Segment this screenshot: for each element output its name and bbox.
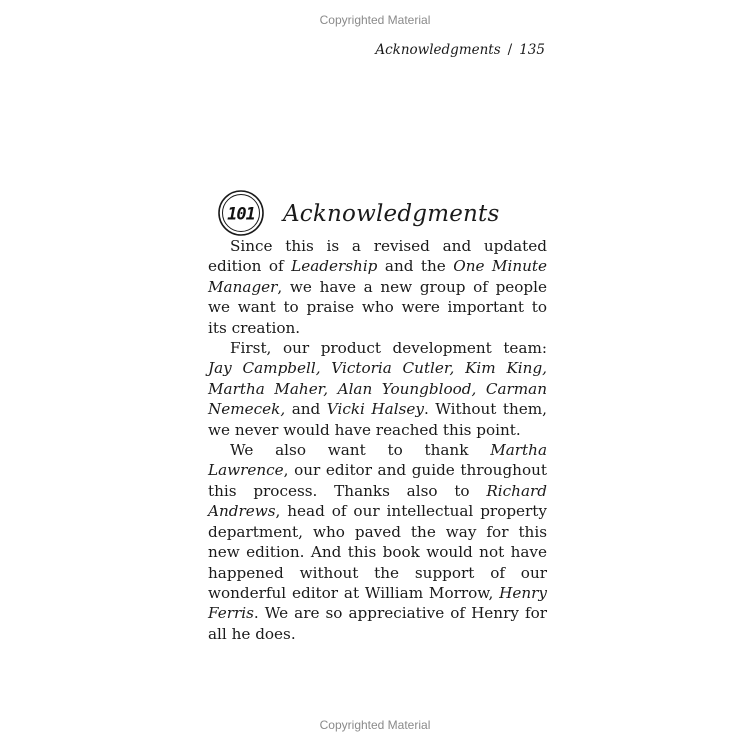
italic-text: Leadership <box>291 257 378 276</box>
text-segment: Since this is a revised and updated edition of <box>208 237 547 276</box>
page-title: Acknowledgments <box>283 201 500 227</box>
copyright-watermark-bottom: Copyrighted Material <box>319 718 431 732</box>
badge-number: 101 <box>227 204 255 225</box>
chapter-number-badge-icon <box>217 189 265 237</box>
paragraph <box>208 338 547 440</box>
page-number: 135 <box>519 42 545 58</box>
text-segment: We also want to thank <box>230 441 491 460</box>
italic-text: Vicki Halsey <box>326 400 424 419</box>
text-segment: and the <box>377 257 454 276</box>
italic-text: Jay Campbell, Victoria Cutler, Kim King, Martha Maher, Alan Youngblood, Carman Nemecek, <box>208 359 547 419</box>
paragraph <box>208 440 547 644</box>
running-head <box>375 42 545 58</box>
text-segment: , we have a new group of people we want to praise who were important to its creation. <box>208 277 547 337</box>
text-segment: and <box>285 400 327 419</box>
italic-text: Henry Ferris <box>208 583 547 623</box>
running-head-separator: / <box>507 42 513 58</box>
text-segment: . Without them, we never would have reached this point. <box>208 400 547 439</box>
italic-text: One Minute Manager <box>208 257 547 296</box>
running-head-section: Acknowledgments <box>375 42 501 58</box>
italic-text: Martha Lawrence <box>208 441 547 480</box>
section-heading <box>217 189 499 237</box>
text-segment: , head of our intellectual property department, who paved the way for this new edition. And this book would not have happened without the support of our wonderful editor at William Morrow, <box>208 502 547 602</box>
text-segment: . We are so appreciative of Henry for all he does. <box>208 604 547 643</box>
italic-text: Richard Andrews <box>208 481 547 521</box>
copyright-watermark-top: Copyrighted Material <box>319 13 431 27</box>
text-segment: First, our product development team: <box>230 339 547 358</box>
paragraph <box>208 236 547 338</box>
body-text <box>208 236 547 644</box>
text-segment: , our editor and guide throughout this process. Thanks also to <box>208 461 547 500</box>
